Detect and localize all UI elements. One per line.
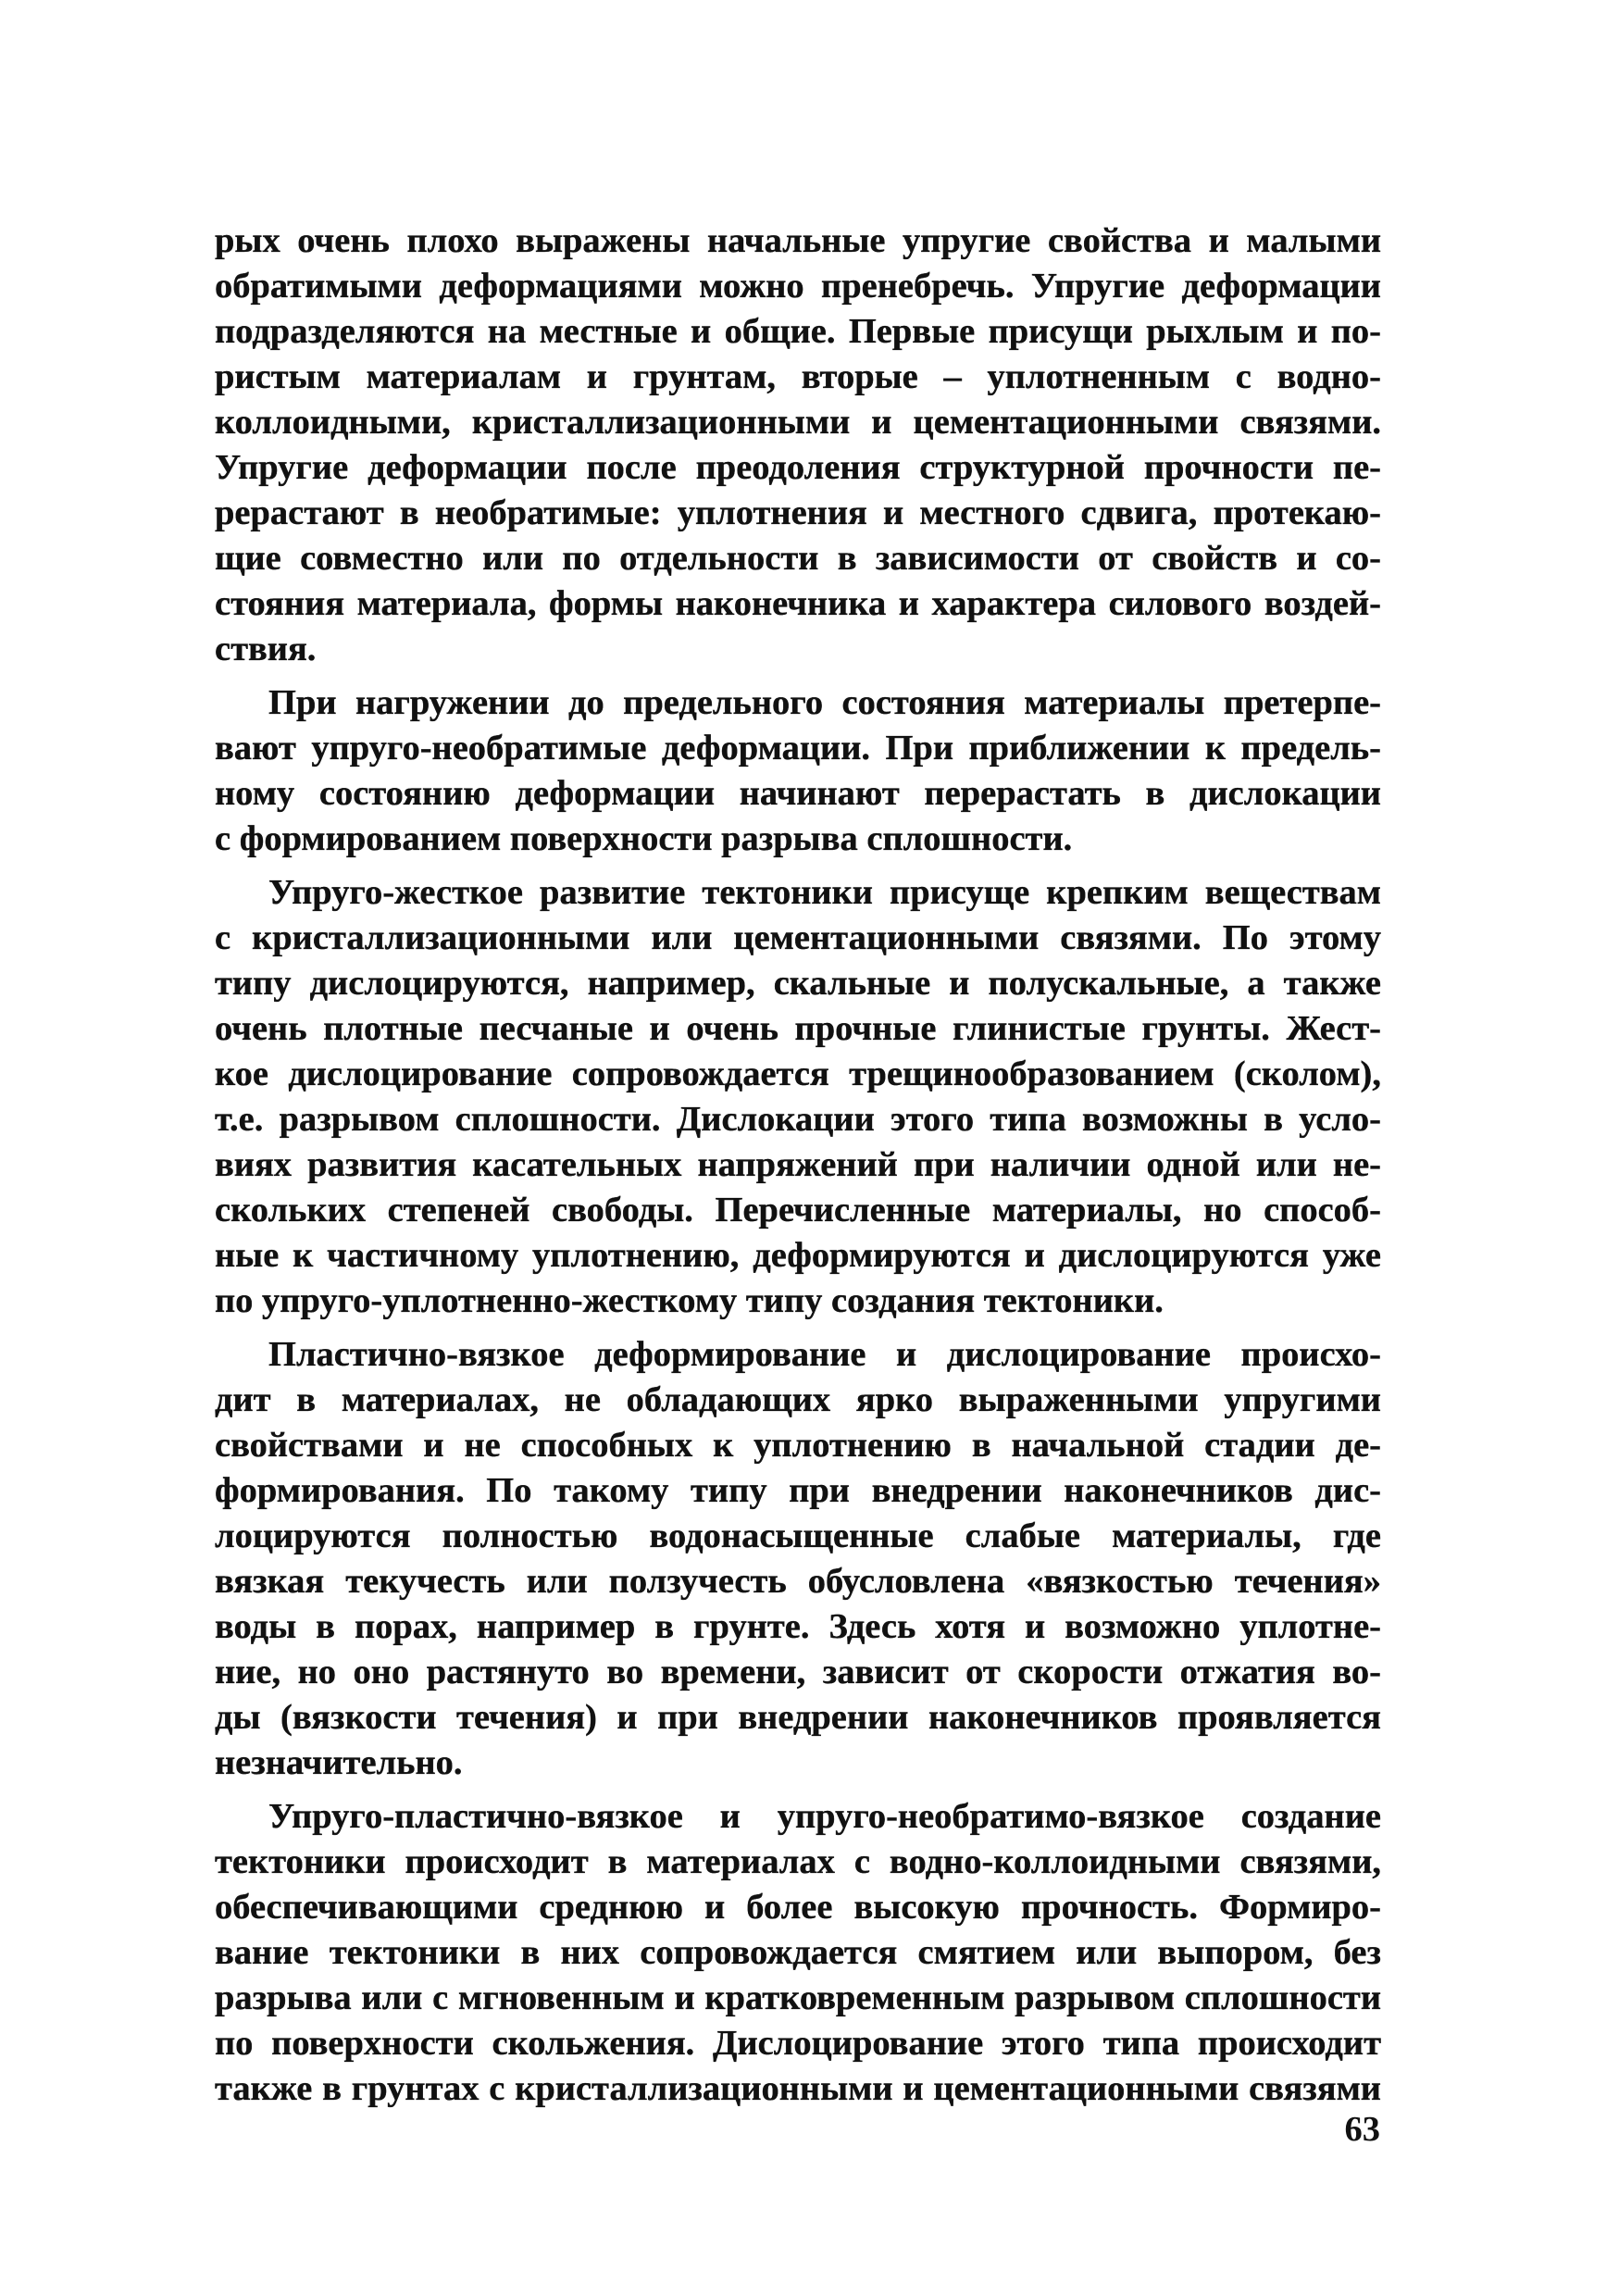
text-line: Упруго-жесткое развитие тектоники присуще крепким веществам bbox=[268, 873, 1381, 912]
text-line: ристым материалам и грунтам, вторые – уплотненным с водно- bbox=[215, 357, 1381, 396]
text-line: стояния материала, формы наконечника и характера силового воздей- bbox=[215, 584, 1381, 623]
text-line: ные к частичному уплотнению, деформируются и дислоцируются уже bbox=[215, 1236, 1381, 1275]
paragraph-gap bbox=[215, 1786, 1381, 1794]
body-text bbox=[215, 218, 1381, 2112]
text-line: также в грунтах с кристаллизационными и цементационными связями bbox=[215, 2069, 1381, 2108]
text-line: вязкая текучесть или ползучесть обусловлена «вязкостью течения» bbox=[215, 1562, 1381, 1601]
text-line: скольких степеней свободы. Перечисленные материалы, но способ- bbox=[215, 1191, 1381, 1229]
text-line: дит в материалах, не обладающих ярко выраженными упругими bbox=[215, 1380, 1381, 1419]
page-number: 63 bbox=[1344, 2110, 1380, 2149]
text-line: т.е. разрывом сплошности. Дислокации этого типа возможны в усло- bbox=[215, 1100, 1381, 1139]
text-line: Упругие деформации после преодоления структурной прочности пе- bbox=[215, 448, 1381, 487]
text-line: виях развития касательных напряжений при наличии одной или не- bbox=[215, 1145, 1381, 1184]
text-line: При нагружении до предельного состояния материалы претерпе- bbox=[268, 683, 1381, 722]
text-line: формирования. По такому типу при внедрении наконечников дис- bbox=[215, 1471, 1381, 1510]
paragraph bbox=[215, 1794, 1381, 2112]
text-line: типу дислоцируются, например, скальные и полускальные, а также bbox=[215, 964, 1381, 1003]
text-line: обеспечивающими среднюю и более высокую прочность. Формиро- bbox=[215, 1888, 1381, 1927]
text-line: незначительно. bbox=[215, 1743, 463, 1782]
text-line: Пластично-вязкое деформирование и дислоцирование происхо- bbox=[268, 1335, 1381, 1374]
paragraph bbox=[215, 870, 1381, 1324]
paragraph-gap bbox=[215, 862, 1381, 870]
text-line: ние, но оно растянуто во времени, зависит от скорости отжатия во- bbox=[215, 1653, 1381, 1691]
text-line: кое дислоцирование сопровождается трещинообразованием (сколом), bbox=[215, 1054, 1381, 1093]
text-line: подразделяются на местные и общие. Первые присущи рыхлым и по- bbox=[215, 312, 1381, 351]
paragraph bbox=[215, 680, 1381, 862]
text-line: вают упруго-необратимые деформации. При приближении к предель- bbox=[215, 729, 1381, 767]
paragraph bbox=[215, 218, 1381, 672]
text-line: воды в порах, например в грунте. Здесь хотя и возможно уплотне- bbox=[215, 1607, 1381, 1646]
text-line: с кристаллизационными или цементационными связями. По этому bbox=[215, 918, 1381, 957]
text-line: ствия. bbox=[215, 630, 317, 668]
text-line: рерастают в необратимые: уплотнения и местного сдвига, протекаю- bbox=[215, 493, 1381, 532]
text-line: с формированием поверхности разрыва сплошности. bbox=[215, 819, 1073, 858]
text-line: коллоидными, кристаллизационными и цементационными связями. bbox=[215, 403, 1381, 442]
text-line: свойствами и не способных к уплотнению в начальной стадии де- bbox=[215, 1426, 1381, 1465]
text-line: вание тектоники в них сопровождается смятием или выпором, без bbox=[215, 1933, 1381, 1972]
text-line: очень плотные песчаные и очень прочные глинистые грунты. Жест- bbox=[215, 1009, 1381, 1048]
text-line: по поверхности скольжения. Дислоцирование этого типа происходит bbox=[215, 2024, 1381, 2063]
text-line: рых очень плохо выражены начальные упругие свойства и малыми bbox=[215, 221, 1381, 260]
text-line: лоцируются полностью водонасыщенные слабые материалы, где bbox=[215, 1516, 1381, 1555]
text-line: ному состоянию деформации начинают перерастать в дислокации bbox=[215, 774, 1381, 813]
text-line: щие совместно или по отдельности в зависимости от свойств и со- bbox=[215, 539, 1381, 578]
text-line: разрыва или с мгновенным и кратковременным разрывом сплошности bbox=[215, 1978, 1381, 2017]
paragraph-gap bbox=[215, 1324, 1381, 1332]
paragraph-gap bbox=[215, 672, 1381, 680]
text-line: обратимыми деформациями можно пренебречь. Упругие деформации bbox=[215, 267, 1381, 306]
text-line: Упруго-пластично-вязкое и упруго-необратимо-вязкое создание bbox=[268, 1797, 1381, 1836]
text-line: тектоники происходит в материалах с водно-коллоидными связями, bbox=[215, 1842, 1381, 1881]
text-line: по упруго-уплотненно-жесткому типу создания тектоники. bbox=[215, 1281, 1164, 1320]
text-line: ды (вязкости течения) и при внедрении наконечников проявляется bbox=[215, 1698, 1381, 1737]
paragraph bbox=[215, 1332, 1381, 1786]
